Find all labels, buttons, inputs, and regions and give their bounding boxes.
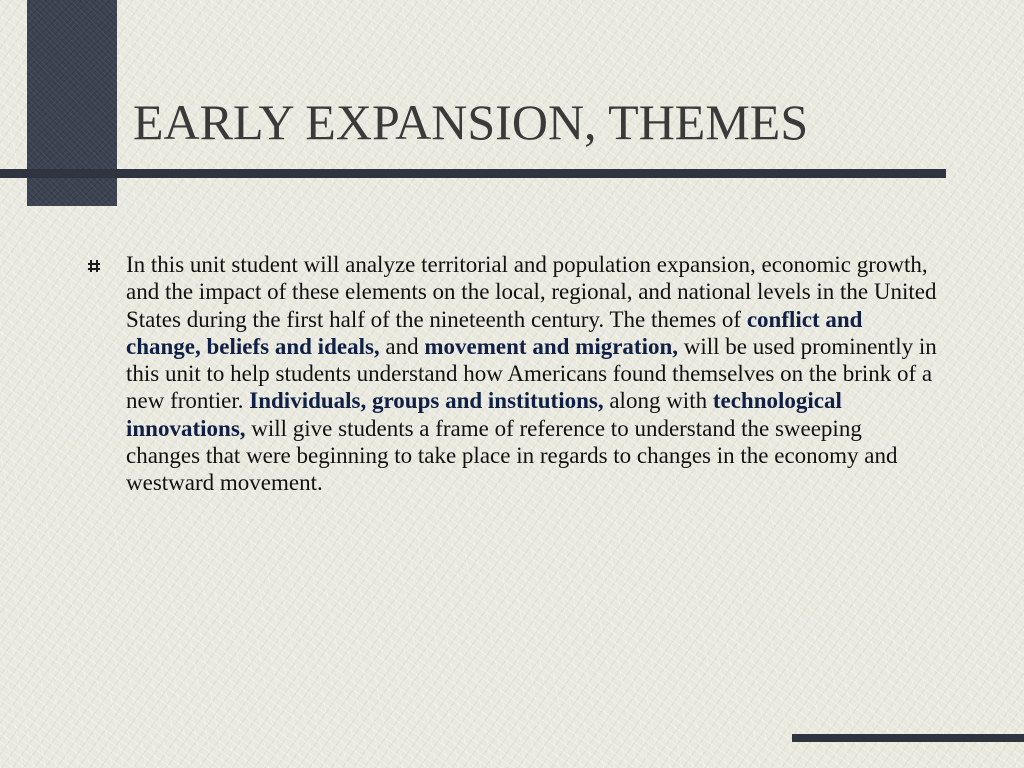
theme-technological-innovations: technological innovations, (126, 388, 842, 441)
paragraph-text: along with (603, 388, 713, 414)
bottom-rule (792, 734, 1024, 742)
slide-title: EARLY EXPANSION, THEMES (133, 94, 809, 150)
theme-movement-migration: movement and migration, (424, 333, 679, 359)
hash-bullet-icon (88, 259, 100, 271)
paragraph-text: and (379, 333, 425, 359)
theme-individuals-groups: Individuals, groups and institutions, (249, 388, 604, 414)
title-rule (0, 169, 946, 178)
body-paragraph (126, 251, 941, 497)
theme-conflict-beliefs: conflict and change, beliefs and ideals, (126, 306, 863, 359)
paragraph-text: will give students a frame of reference to understand the sweeping changes that were beginning to take place in regards to changes in the economy and westward movement. (126, 415, 898, 496)
paragraph-text: In this unit student will analyze territorial and population expansion, economic growth, and the impact of these elements on the local, regional, and national levels in the United States during the first half of the nineteenth century. The themes of (126, 252, 937, 332)
paragraph-text: will be used prominently in this unit to help students understand how Americans found themselves on the brink of a new frontier. (126, 333, 937, 414)
